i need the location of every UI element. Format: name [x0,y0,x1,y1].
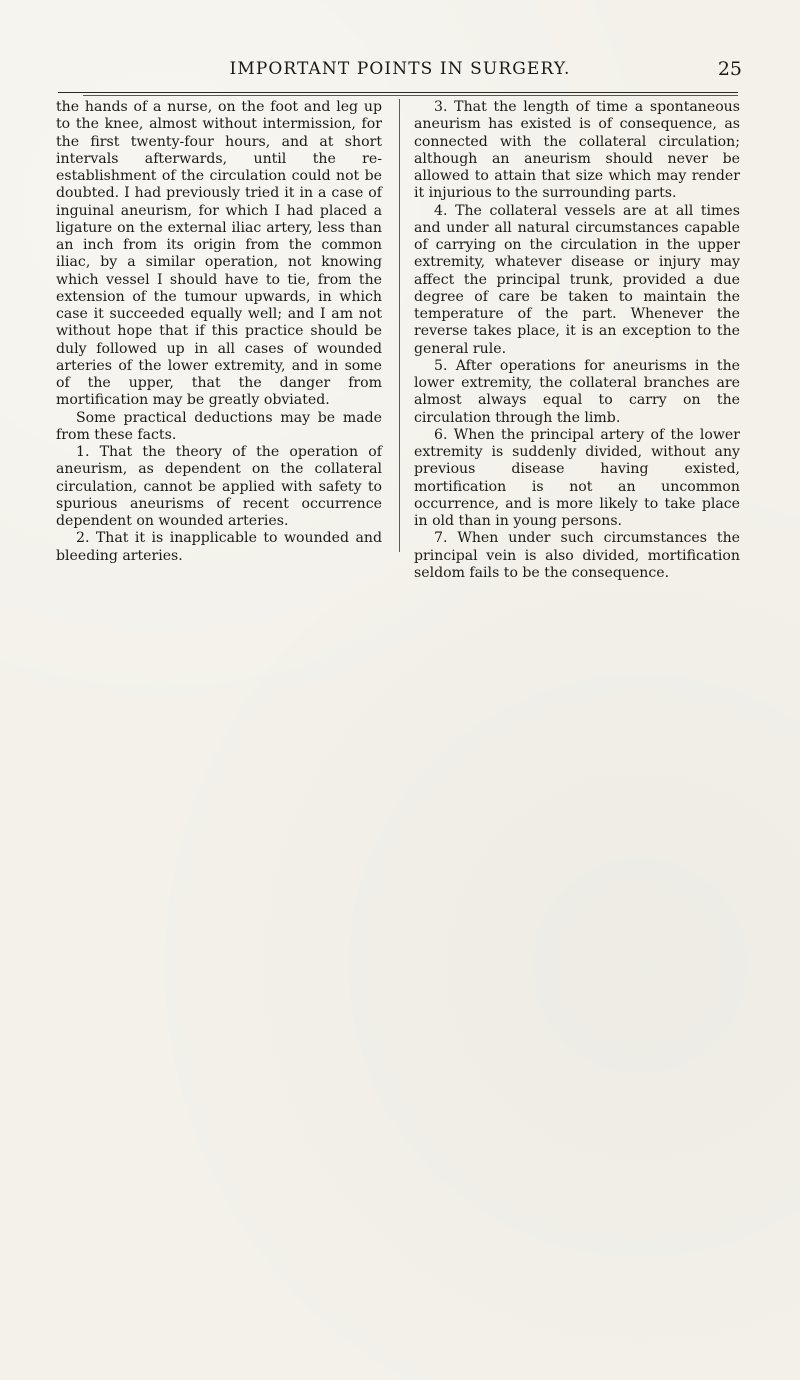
page-number: 25 [717,58,742,80]
header-rule [58,92,738,93]
deduction-point-3: 3. That the length of time a spontaneous aneurism has existed is of consequence, as connected with the collateral circulation; although an aneurism should never be allowed to attain that size which may render it injurious to the surrounding parts. [414,99,740,202]
right-text-column [414,99,740,582]
continued-paragraph: the hands of a nurse, on the foot and leg up to the knee, almost without intermission, for the first twenty-four hours, and at short intervals afterwards, until the re-establishment of the circulation could not be doubted. I had previously tried it in a case of inguinal aneurism, for which I had placed a ligature on the external iliac artery, less than an inch from its origin from the common iliac, by a similar operation, not knowing which vessel I should have to tie, from the extension of the tumour upwards, in which case it succeeded equally well; and I am not without hope that if this practice should be duly followed up in all cases of wounded arteries of the lower extremity, and in some of the upper, that the danger from mortification may be greatly obviated. [56,99,382,409]
deduction-point-7: 7. When under such circumstances the principal vein is also divided, mortification seldom fails to be the consequence. [414,530,740,581]
deduction-point-6: 6. When the principal artery of the lower extremity is suddenly divided, without any previous disease having existed, mortification is not an uncommon occurrence, and is more likely to take place in old than in young persons. [414,426,740,529]
column-divider [399,99,400,552]
deduction-point-1: 1. That the theory of the operation of aneurism, as dependent on the collateral circulation, cannot be applied with safety to spurious aneurisms of recent occurrence dependent on wounded arteries. [56,444,382,529]
left-text-column [56,99,382,565]
running-title: IMPORTANT POINTS IN SURGERY. [229,59,571,79]
header-rule-secondary [83,95,738,96]
page-header [0,57,800,87]
deductions-intro: Some practical deductions may be made from these facts. [56,409,382,443]
deduction-point-4: 4. The collateral vessels are at all times and under all natural circumstances capable of carrying on the circulation in the upper extremity, whatever disease or injury may affect the principal trunk, provided a due degree of care be taken to maintain the temperature of the part. Whenever the reverse takes place, it is an exception to the general rule. [414,202,740,357]
deduction-point-5: 5. After operations for aneurisms in the lower extremity, the collateral branches are almost always equal to carry on the circulation through the limb. [414,357,740,426]
deduction-point-2: 2. That it is inapplicable to wounded and bleeding arteries. [56,530,382,564]
